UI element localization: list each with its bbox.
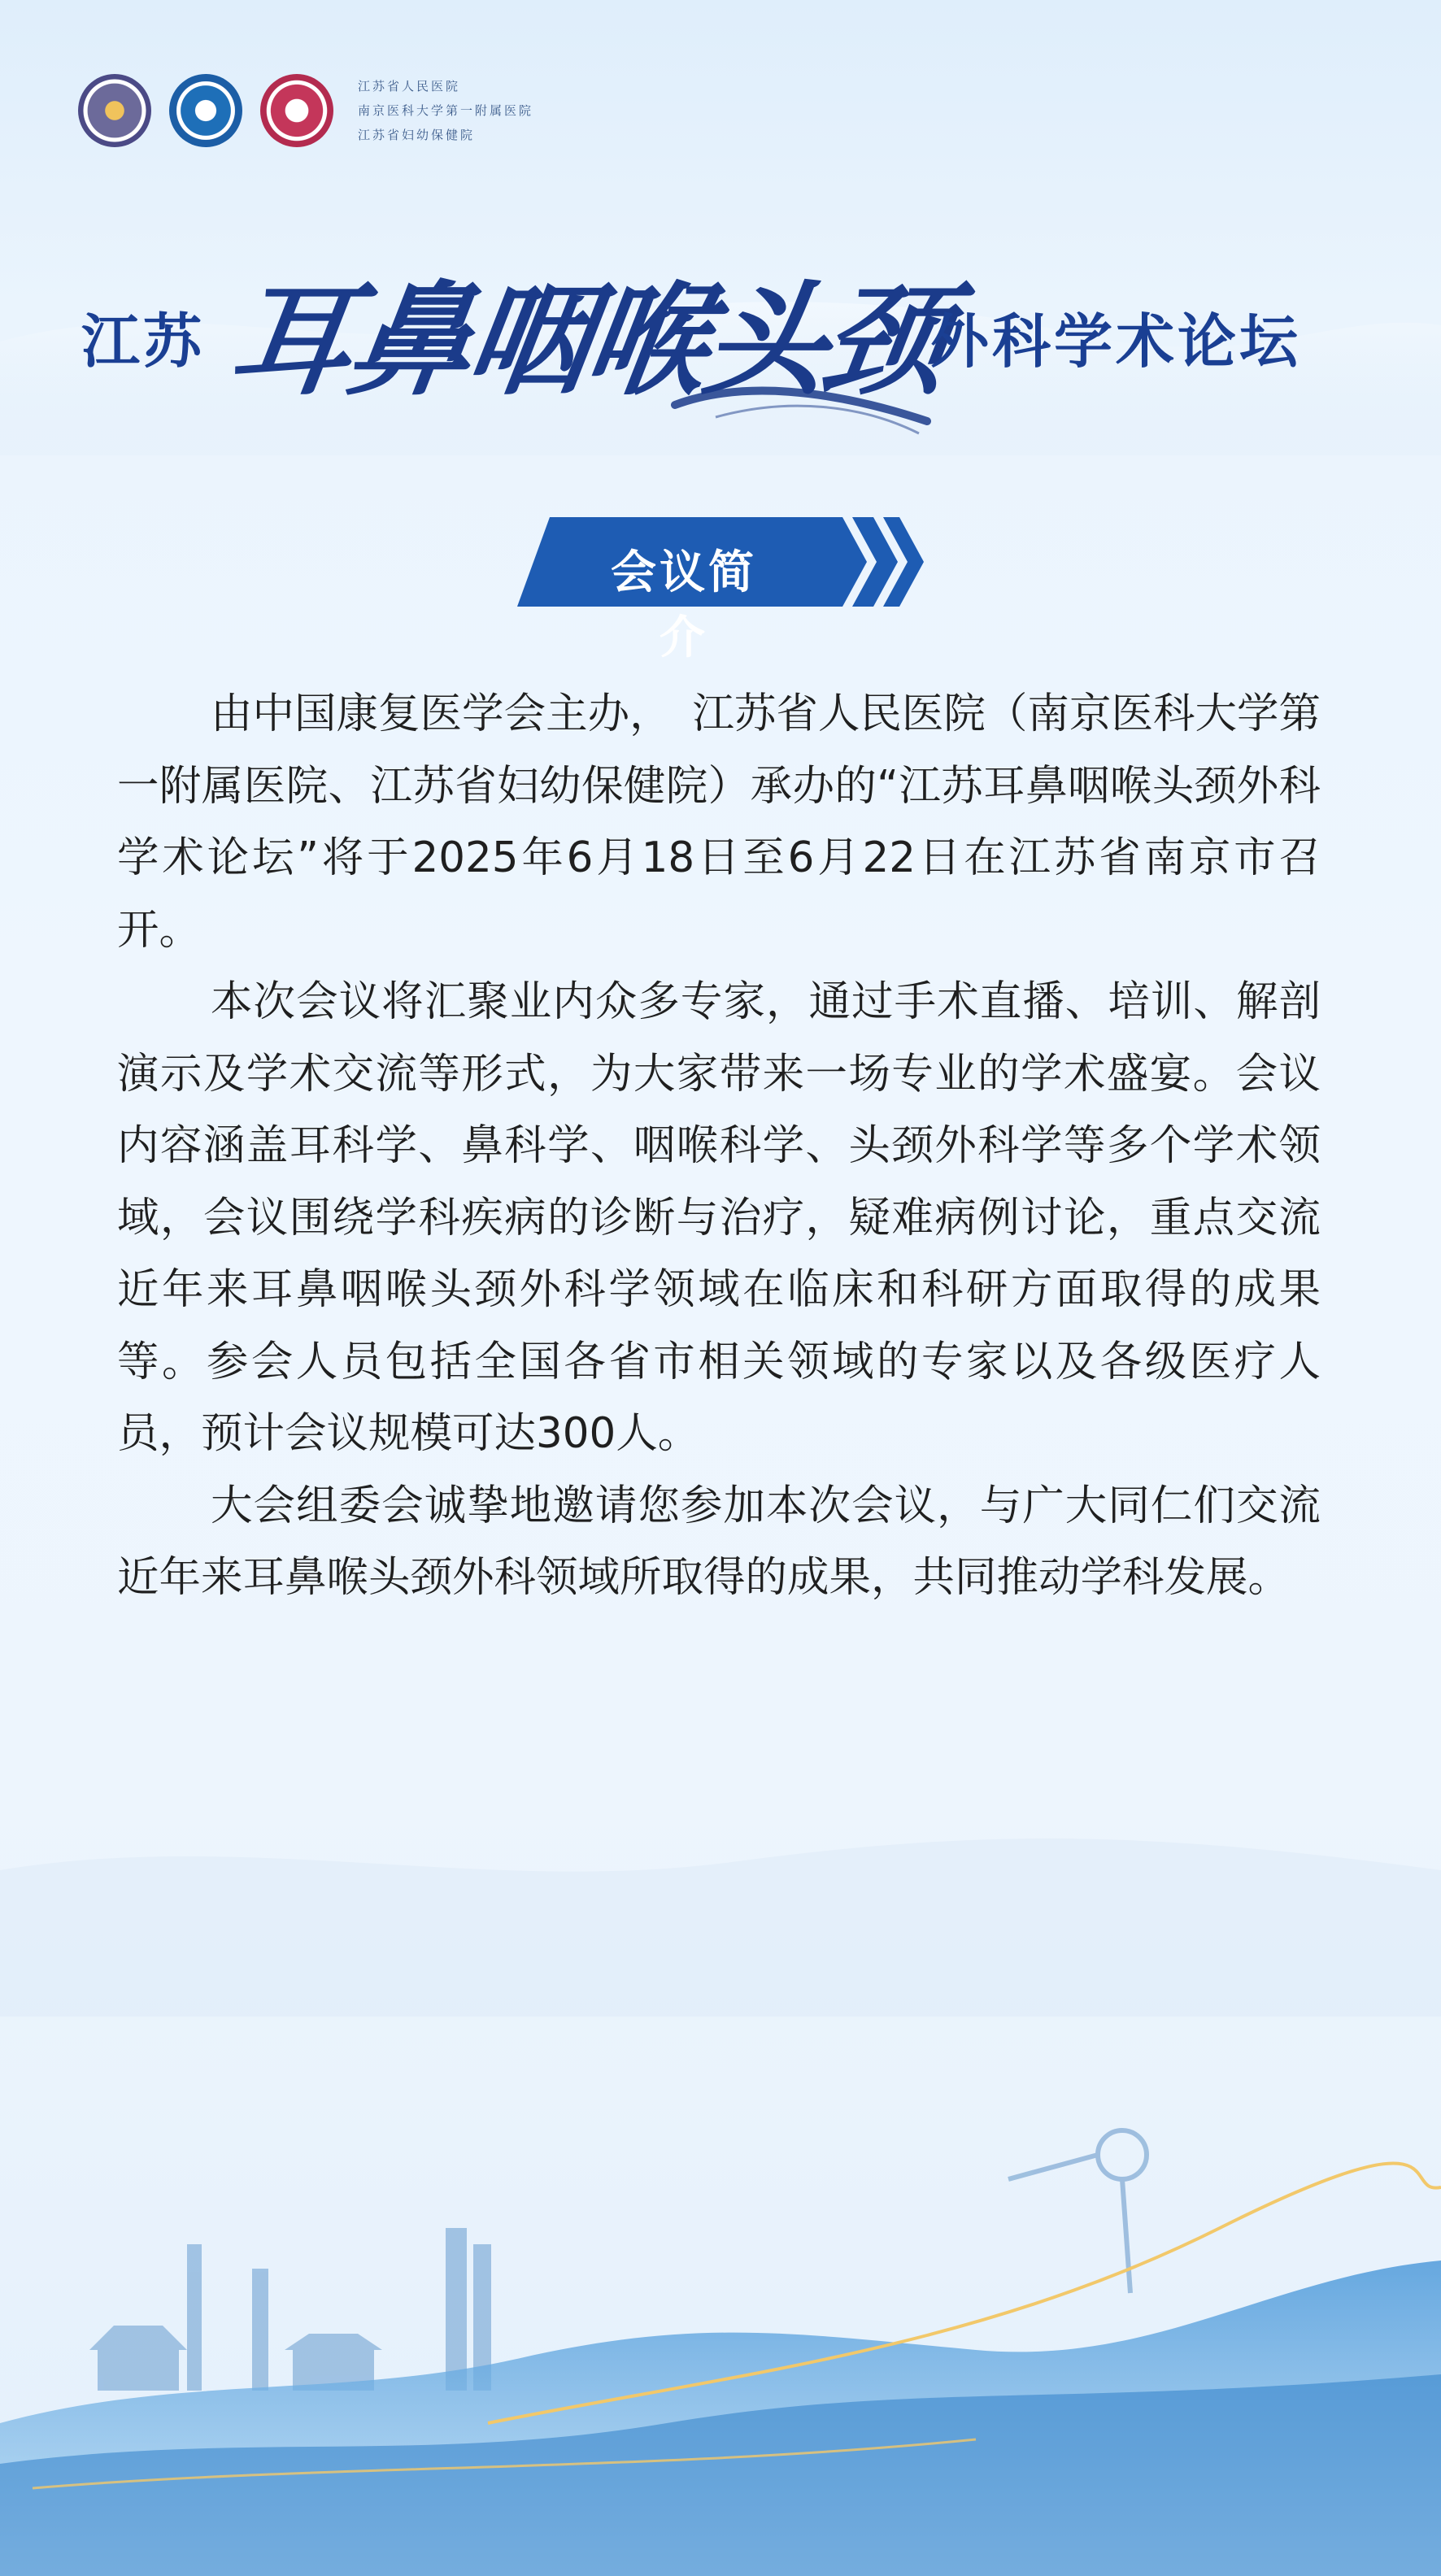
intro-text: [117, 678, 1321, 1614]
title-right: 外科学术论坛: [930, 307, 1302, 376]
landscape-skyline-illustration: [0, 2082, 1441, 2576]
university-seal-logo: [169, 74, 242, 147]
intro-paragraph-2: 本次会议将汇聚业内众多专家，通过手术直播、培训、解剖演示及学术交流等形式，为大家带来一场专业的学术盛宴。会议内容涵盖耳科学、鼻科学、咽喉科学、头颈外科学等多个学术领域，会议围绕学科疾病的诊断与治疗，疑难病例讨论，重点交流近年来耳鼻咽喉头颈外科学领域在临床和科研方面取得的成果等。参会人员包括全国各省市相关领域的专家以及各级医疗人员，预计会议规模可达300人。: [117, 977, 1321, 1458]
forum-title: [0, 236, 1441, 447]
brush-swoosh-icon: [667, 372, 935, 446]
intro-paragraph-3: 大会组委会诚挚地邀请您参加本次会议，与广大同仁们交流近年来耳鼻喉头颈外科领域所取得的成果，共同推动学科发展。: [117, 1481, 1321, 1602]
title-left: 江苏: [81, 307, 206, 376]
section-title: 会议简介: [611, 546, 757, 664]
intro-paragraph-1: 由中国康复医学会主办， 江苏省人民医院（南京医科大学第一附属医院、江苏省妇幼保健院）承办的“江苏耳鼻咽喉头颈外科学术论坛”将于2025年6月18日至6月22日在江苏省南京市召开。: [117, 690, 1321, 955]
hospital-seal-logo: [260, 74, 333, 147]
hospital-name-2: 南京医科大学第一附属医院: [358, 103, 534, 118]
hospital-name-1: 江苏省人民医院: [358, 79, 461, 94]
hospital-name-3: 江苏省妇幼保健院: [358, 128, 476, 142]
society-seal-logo: [78, 74, 151, 147]
hospital-names: [358, 74, 533, 147]
header-logos: [78, 68, 533, 153]
title-brush-calligraphy: 耳鼻咽喉头颈: [220, 269, 954, 412]
city-buildings-icon: [89, 2228, 491, 2391]
section-banner: [517, 517, 924, 664]
